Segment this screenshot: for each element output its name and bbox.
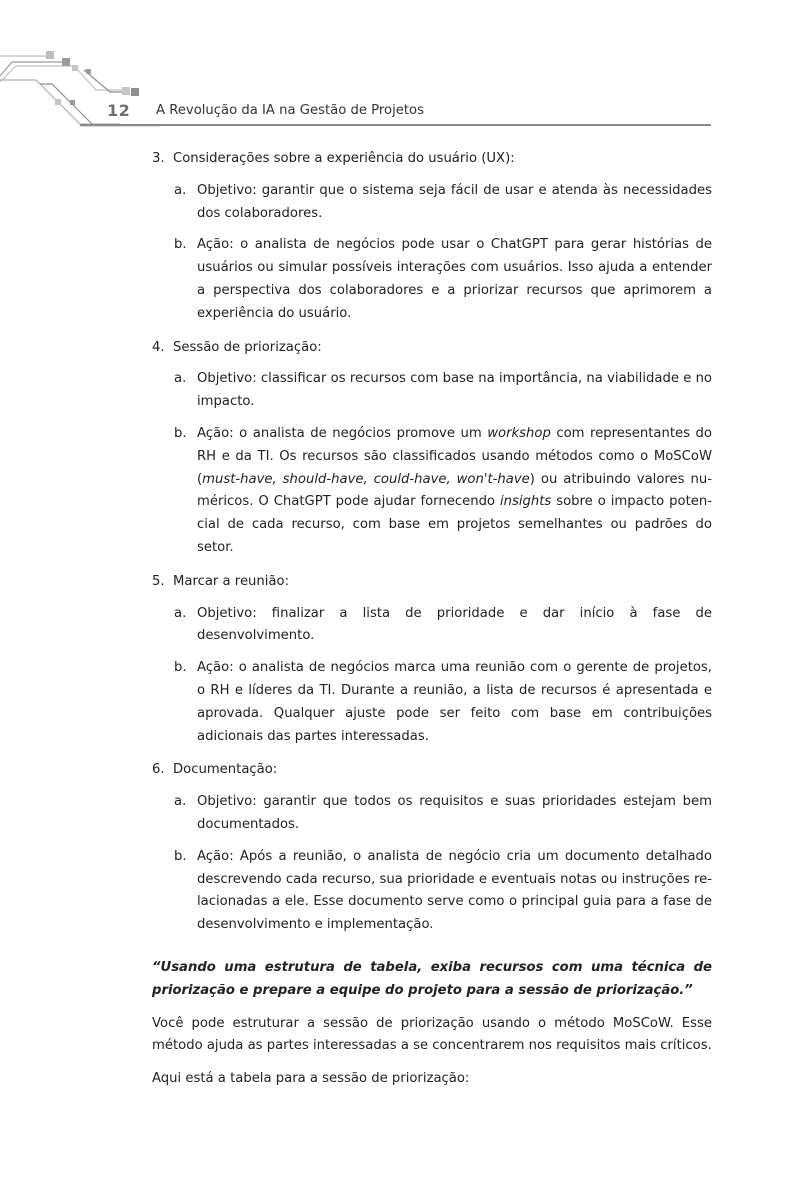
circuit-node (122, 87, 130, 95)
circuit-node (86, 69, 91, 74)
sub-item (174, 180, 712, 226)
circuit-node (70, 100, 75, 105)
list-item-title: Marcar a reunião: (173, 573, 290, 589)
text-run: ) ou atribuindo valores numéricos. O ChatGPT pode ajudar fornecendo (197, 471, 712, 510)
paragraph: Você pode estruturar a sessão de priorização usando o método MoSCoW. Esse método ajuda as partes interessadas a se concentrarem nos requisitos mais críticos. (152, 1015, 712, 1054)
sub-item-text (197, 603, 712, 649)
numbered-list (152, 148, 712, 937)
list-item-number: 4. (152, 339, 165, 355)
circuit-node (131, 88, 139, 96)
italic-term: workshop (487, 425, 551, 441)
sub-item (174, 791, 712, 837)
page-number: 12 (107, 101, 131, 120)
prompt-quote: “Usando uma estrutura de tabela, exiba recursos com uma técnica de priorização e prepare a equipe do projeto para a sessão de priorização.” (152, 959, 712, 998)
sub-item-text (197, 423, 712, 560)
list-item (152, 571, 712, 749)
sub-item-text (197, 180, 712, 226)
sub-item-text (197, 234, 712, 325)
sub-item (174, 423, 712, 560)
text-run: Ação: o analista de negócios promove um (197, 425, 488, 441)
sub-item (174, 603, 712, 649)
list-item (152, 759, 712, 937)
sub-item (174, 234, 712, 325)
sub-item-letter: b. (174, 425, 187, 441)
text-run: sobre o impacto potencial de cada recurso, com base em projetos semelhantes ou padrões do setor. (197, 494, 712, 555)
circuit-node (72, 65, 78, 71)
paragraph: Aqui está a tabela para a sessão de priorização: (152, 1071, 470, 1087)
text-run: Ação: Após a reunião, o analista de negócio cria um documento detalhado descrevendo cada recurso, sua prioridade e eventuais notas ou instruções relacionadas a ele. Esse documento serve como o principal guia para a fase de desenvolvimento e implementação. (197, 848, 712, 933)
sub-item-letter: a. (174, 182, 187, 198)
circuit-line (0, 66, 130, 90)
text-run: Objetivo: garantir que todos os requisitos e suas prioridades estejam bem documentados. (197, 794, 712, 832)
list-item-heading (152, 148, 712, 171)
list-item-number: 5. (152, 573, 165, 589)
list-item (152, 337, 712, 560)
list-item-title: Sessão de priorização: (173, 339, 322, 355)
sub-item-letter: b. (174, 237, 187, 253)
list-item-title: Documentação: (173, 762, 278, 778)
text-run: com representantes do RH e da TI. Os recursos são classificados usando métodos como o MoSCoW ( (197, 425, 712, 487)
circuit-line (0, 62, 64, 76)
page-content (152, 148, 712, 1091)
circuit-node (46, 51, 54, 59)
sub-item-letter: a. (174, 794, 187, 810)
sub-item-letter: a. (174, 371, 187, 387)
text-run: Ação: o analista de negócios marca uma reunião com o gerente de projetos, o RH e líderes da TI. Durante a reunião, a lista de recursos é apresentada e aprovada. Qualquer ajuste pode ser feito com base em contribuições adicionais das partes interessadas. (197, 660, 712, 744)
text-run: Objetivo: finalizar a lista de prioridade e dar início à fase de desenvolvimento. (197, 605, 712, 644)
list-item-heading (152, 759, 712, 782)
circuit-node (62, 58, 70, 66)
sub-item-letter: b. (174, 848, 187, 864)
sub-item-text (197, 368, 712, 414)
text-run: Objetivo: classificar os recursos com base na importância, na viabilidade e no impacto. (197, 371, 712, 410)
list-item (152, 148, 712, 326)
list-item-heading (152, 571, 712, 594)
circuit-line (40, 84, 92, 124)
running-title: A Revolução da IA na Gestão de Projetos (156, 103, 424, 118)
list-item-number: 6. (152, 762, 165, 778)
sub-item-text (197, 657, 712, 748)
text-run: Objetivo: garantir que o sistema seja fácil de usar e atenda às necessidades dos colaboradores. (197, 182, 712, 221)
list-item-heading (152, 337, 712, 360)
italic-term: insights (499, 494, 552, 510)
circuit-node (55, 99, 61, 105)
italic-term: must-have, should-have, could-have, won't-have (202, 471, 530, 487)
list-item-title: Considerações sobre a experiência do usuário (UX): (173, 151, 515, 166)
sub-item (174, 846, 712, 937)
sub-item-letter: a. (174, 605, 187, 621)
sub-item (174, 657, 712, 748)
list-item-number: 3. (152, 151, 165, 166)
text-run: Ação: o analista de negócios pode usar o ChatGPT para gerar histórias de usuários ou simular possíveis interações com usuários. Isso ajuda a entender a perspectiva dos colaboradores e a priorizar recursos que aprimorem a experiência do usuário. (197, 237, 712, 321)
sub-item-letter: b. (174, 660, 187, 676)
sub-item-text (197, 791, 712, 837)
sub-item-text (197, 846, 712, 937)
sub-item (174, 368, 712, 414)
header-rule (80, 124, 711, 126)
